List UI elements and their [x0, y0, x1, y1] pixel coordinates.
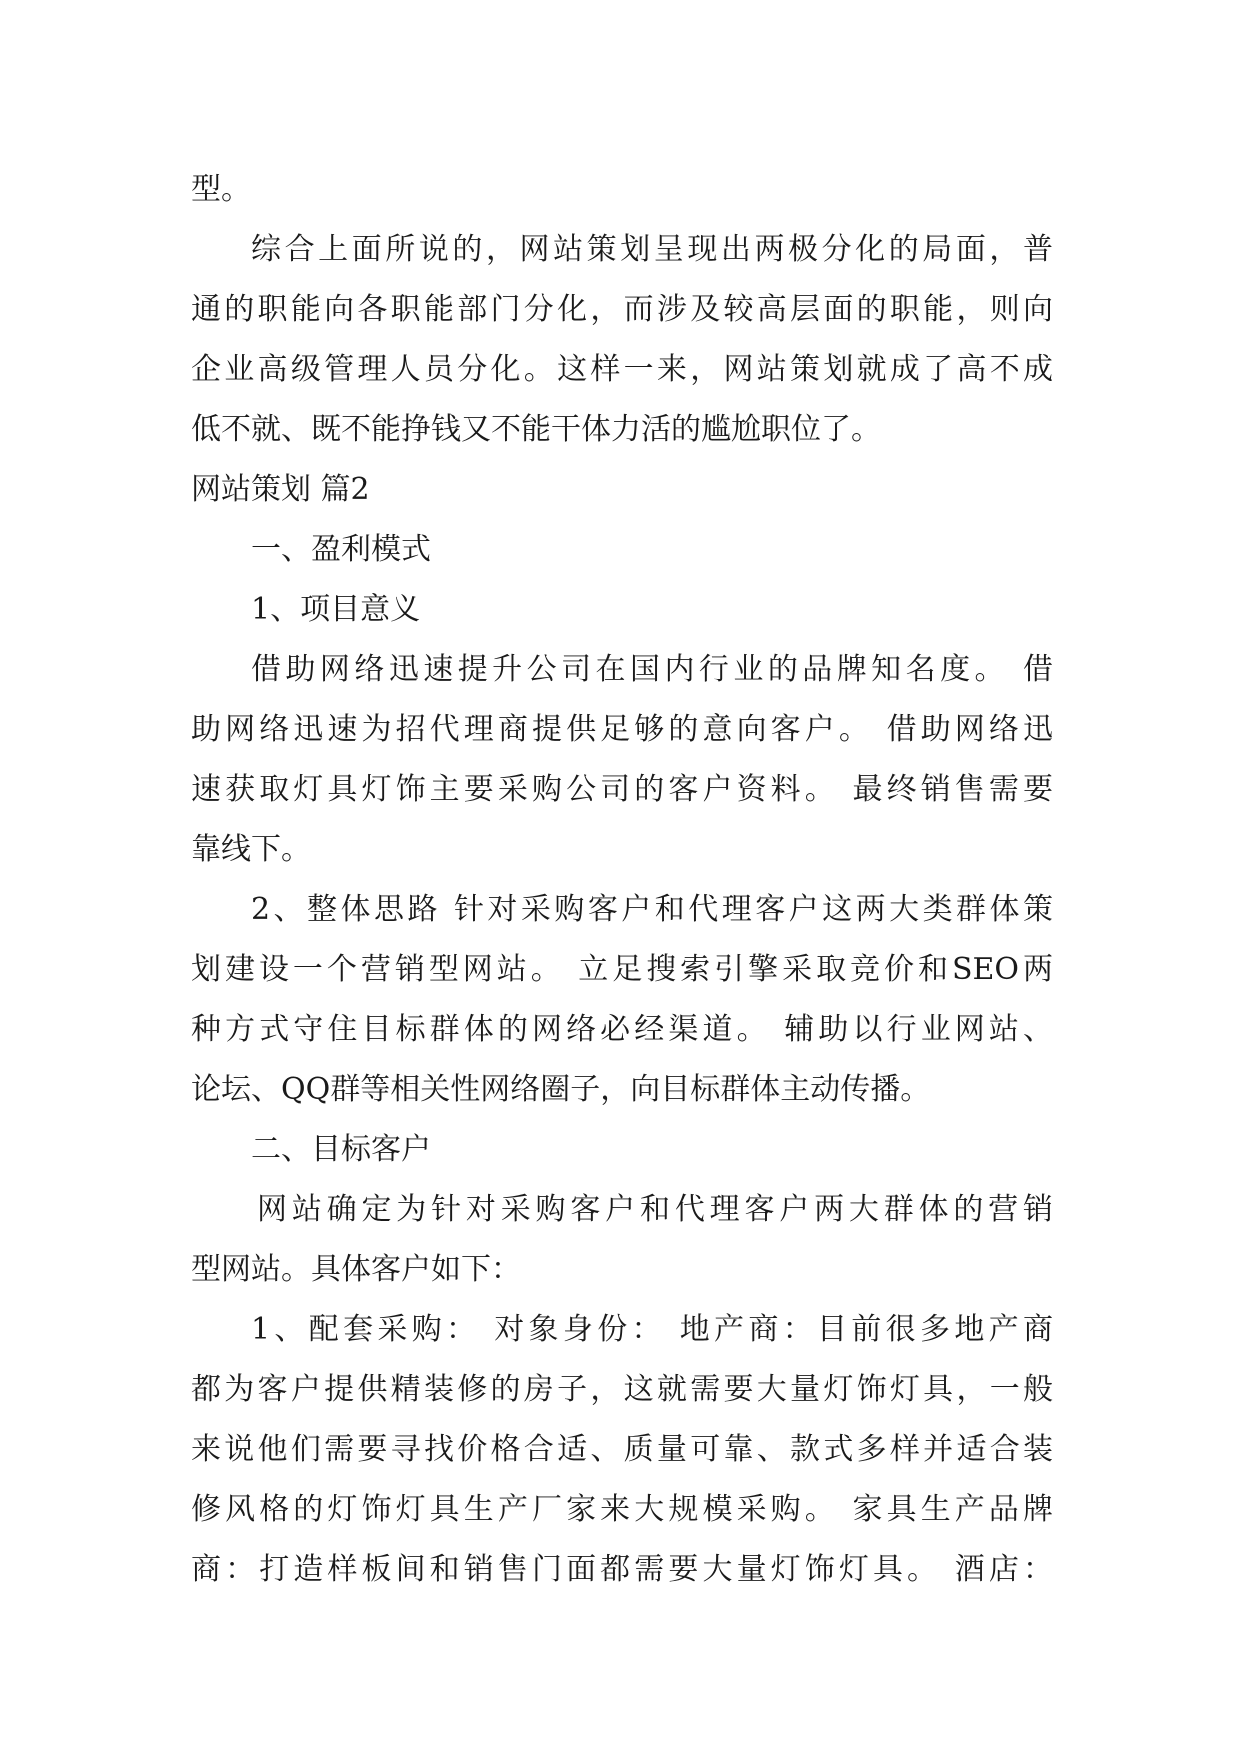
- paragraph-line: 通的职能向各职能部门分化，而涉及较高层面的职能，则向: [191, 292, 1053, 327]
- paragraph-line: 都为客户提供精装修的房子，这就需要大量灯饰灯具，一般: [191, 1372, 1053, 1407]
- paragraph-line: 论坛、QQ群等相关性网络圈子，向目标群体主动传播。: [191, 1072, 931, 1107]
- paragraph-line: 1、配套采购： 对象身份： 地产商：目前很多地产商: [251, 1312, 1053, 1347]
- paragraph-line: 型网站。具体客户如下：: [191, 1252, 521, 1287]
- paragraph-line: 速获取灯具灯饰主要采购公司的客户资料。 最终销售需要: [191, 772, 1053, 807]
- paragraph-line: 划建设一个营销型网站。 立足搜索引擎采取竞价和SEO两: [191, 952, 1053, 987]
- paragraph-line: 修风格的灯饰灯具生产厂家来大规模采购。 家具生产品牌: [191, 1492, 1053, 1527]
- paragraph-line: 种方式守住目标群体的网络必经渠道。 辅助以行业网站、: [191, 1012, 1053, 1047]
- paragraph-line: 低不就、既不能挣钱又不能干体力活的尴尬职位了。: [191, 412, 881, 447]
- paragraph-line: 助网络迅速为招代理商提供足够的意向客户。 借助网络迅: [191, 712, 1053, 747]
- paragraph-line: 2、整体思路 针对采购客户和代理客户这两大类群体策: [251, 892, 1053, 927]
- section-heading: 网站策划 篇2: [191, 472, 370, 507]
- section-heading: 二、目标客户: [251, 1132, 431, 1167]
- paragraph-line: 商：打造样板间和销售门面都需要大量灯饰灯具。 酒店：: [191, 1552, 1053, 1587]
- paragraph-line: 网站确定为针对采购客户和代理客户两大群体的营销: [257, 1192, 1053, 1227]
- section-heading: 一、盈利模式: [251, 532, 431, 567]
- subsection-heading: 1、项目意义: [251, 592, 421, 627]
- paragraph-line: 型。: [191, 172, 251, 207]
- paragraph-line: 综合上面所说的，网站策划呈现出两极分化的局面，普: [251, 232, 1053, 267]
- paragraph-line: 借助网络迅速提升公司在国内行业的品牌知名度。 借: [251, 652, 1053, 687]
- paragraph-line: 来说他们需要寻找价格合适、质量可靠、款式多样并适合装: [191, 1432, 1053, 1467]
- paragraph-line: 靠线下。: [191, 832, 311, 867]
- paragraph-line: 企业高级管理人员分化。这样一来，网站策划就成了高不成: [191, 352, 1053, 387]
- document-body: [191, 160, 1053, 1600]
